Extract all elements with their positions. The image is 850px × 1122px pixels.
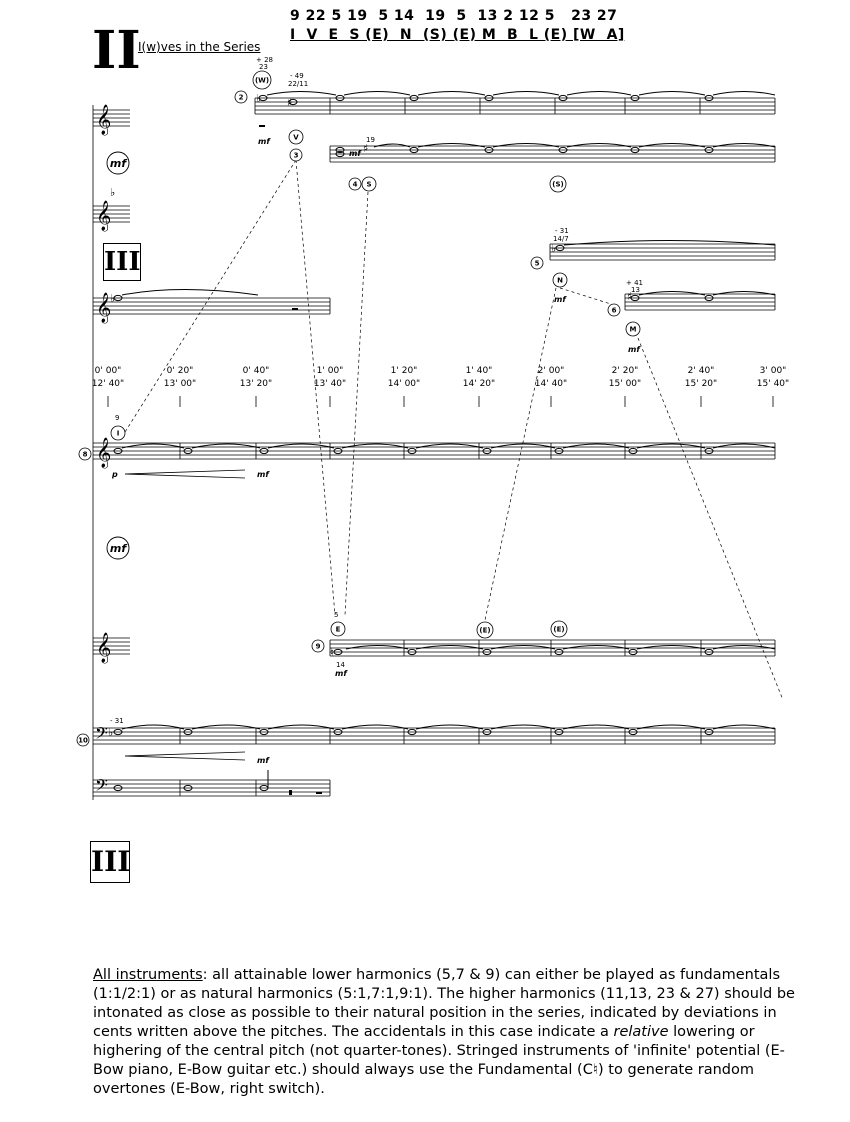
timeline-top-time: 0' 40" <box>242 366 270 376</box>
cents-value: 22/11 <box>288 80 309 88</box>
staff-2 <box>255 98 775 114</box>
staff-n <box>550 244 775 260</box>
circled-letter: (W) <box>254 76 270 85</box>
timeline-top-time: 1' 20" <box>390 366 418 376</box>
treble-clef-icon: 𝄞 <box>96 438 112 468</box>
footnote-emphasis: relative <box>613 1024 669 1040</box>
dynamic-mf-large: mf <box>109 157 127 170</box>
circled-letter: I <box>116 429 120 438</box>
cents-value: 14/7 <box>553 235 569 243</box>
hairpin-8 <box>125 470 245 474</box>
section-numeral: II <box>92 20 141 81</box>
cents-value: - 49 <box>290 72 304 80</box>
staff-number-label: 10 <box>78 736 88 745</box>
staff-number-label: 8 <box>82 450 88 459</box>
timeline-bottom-time: 13' 20" <box>239 379 273 389</box>
treble-clef-icon: 𝄞 <box>96 105 112 135</box>
treble-clef-icon: 𝄞 <box>96 633 112 663</box>
timeline-top-time: 2' 00" <box>537 366 565 376</box>
timeline-bottom-time: 13' 40" <box>313 379 347 389</box>
cents-value: 19 <box>366 136 375 144</box>
cents-value: + 41 <box>626 279 643 287</box>
cents-value: 5 <box>334 611 339 619</box>
cents-value: 13 <box>631 286 640 294</box>
circled-number: 3 <box>293 151 299 160</box>
timeline-top-time: 0' 00" <box>94 366 122 376</box>
timeline-top-time: 1' 40" <box>465 366 493 376</box>
treble-clef-icon: 𝄞 <box>96 201 112 231</box>
circled-letter: N <box>557 276 563 285</box>
timeline-bottom-time: 15' 00" <box>608 379 642 389</box>
dynamic-mf: mf <box>628 345 640 354</box>
staff-m <box>625 294 775 310</box>
timeline-bottom-time: 12' 40" <box>91 379 125 389</box>
rests <box>259 125 322 795</box>
footnote-label: All instruments <box>93 967 203 983</box>
dynamic-p: p <box>112 470 118 479</box>
dynamic-mf: mf <box>258 137 270 146</box>
sharp-icon: ♯ <box>627 290 633 303</box>
circled-letter: (E) <box>553 625 565 634</box>
rest-icon <box>259 125 265 127</box>
flat-icon: ♭ <box>108 726 114 739</box>
footnote-text-1: : all attainable lower harmonics (5,7 & 9) can either be played as fundamentals (1:1/2:1) or as natural harmonics (5:1,7:1,9:1). The higher harmonics (11,13, 23 & 27) should be intonated as close as possible to their natural position in the series, indicated by deviations in cents written above the pitches. The accidentals in this case indicate a <box>93 967 795 1040</box>
cents-value: 14 <box>336 661 345 669</box>
circled-number: 4 <box>352 180 358 189</box>
header-harmonic-numbers: 9 22 5 19 5 14 19 5 13 2 12 5 23 27 <box>290 8 618 24</box>
notes <box>114 92 775 791</box>
rest-icon <box>289 790 292 795</box>
hairpin-10 <box>125 752 245 756</box>
staff-v <box>330 146 775 162</box>
circled-letter: (S) <box>552 180 564 189</box>
timeline-bottom-time: 14' 20" <box>462 379 496 389</box>
staff-bass-2 <box>93 780 330 796</box>
section-subtitle: I(w)ves in the Series <box>138 40 261 54</box>
staff-left-3 <box>93 298 330 314</box>
circled-letter: (E) <box>479 626 491 635</box>
sharp-icon: ♯ <box>363 142 369 155</box>
circled-letter: V <box>293 133 299 142</box>
treble-clef-icon: 𝄞 <box>96 293 112 323</box>
footnote-text-2: lowering or highering of the central pitch (not quarter-tones). Stringed instruments of 'infinite' potential (E-Bow piano, E-Bow guitar etc.) should always use the Fundamental (C♮) to generate random overtones (E-Bow, right switch). <box>93 1024 785 1097</box>
circled-letter: S <box>366 180 372 189</box>
circled-number: 5 <box>534 259 540 268</box>
footnote <box>93 966 803 1099</box>
section-box-bottom: III <box>90 841 130 883</box>
dynamic-mf: mf <box>257 470 269 479</box>
dynamic-mf: mf <box>335 669 347 678</box>
timeline-ticks <box>108 396 773 407</box>
cents-value: 9 <box>115 414 120 422</box>
dynamic-mf: mf <box>554 295 566 304</box>
timeline-top-time: 0' 20" <box>166 366 194 376</box>
staff-number-label: 9 <box>315 642 321 651</box>
cents-value: 23 <box>259 63 268 71</box>
cents-value: - 31 <box>555 227 569 235</box>
timeline-bottom-time: 15' 20" <box>684 379 718 389</box>
bass-clef-icon: 𝄢 <box>95 723 108 747</box>
sharp-icon: ♯ <box>287 96 293 109</box>
timeline-bottom-time: 15' 40" <box>756 379 790 389</box>
timeline-bottom-time: 14' 00" <box>387 379 421 389</box>
bass-clef-icon: 𝄢 <box>95 775 108 799</box>
dynamic-mf: mf <box>257 756 269 765</box>
timeline-top-time: 3' 00" <box>759 366 787 376</box>
timeline-bottom-time: 14' 40" <box>534 379 568 389</box>
circle-markers <box>77 71 640 746</box>
dynamic-mf: mf <box>349 149 361 158</box>
header-letters: I V E S (E) N (S) (E) M B L (E) [W A] <box>290 27 625 43</box>
dynamic-mf-large: mf <box>109 542 127 555</box>
circled-letter: M <box>629 325 637 334</box>
cents-value: + 28 <box>256 56 273 64</box>
section-box-top: III <box>103 243 141 281</box>
timeline-top-time: 2' 20" <box>611 366 639 376</box>
circled-number: 6 <box>611 306 617 315</box>
cents-value: - 31 <box>110 717 124 725</box>
flat-icon: ♭ <box>110 186 116 199</box>
staff-number-label: 2 <box>238 93 244 102</box>
timeline-bottom-time: 13' 00" <box>163 379 197 389</box>
timeline-top-time: 1' 00" <box>316 366 344 376</box>
flat-icon: ♭ <box>110 292 116 305</box>
circled-letter: E <box>335 625 341 634</box>
rest-icon <box>292 308 298 310</box>
staff-10 <box>93 728 775 744</box>
flat-icon: ♭ <box>256 92 262 105</box>
timeline-top-time: 2' 40" <box>687 366 715 376</box>
rest-icon <box>316 792 322 794</box>
flat-icon: ♭ <box>551 242 557 255</box>
natural-icon: ♮ <box>330 646 334 659</box>
